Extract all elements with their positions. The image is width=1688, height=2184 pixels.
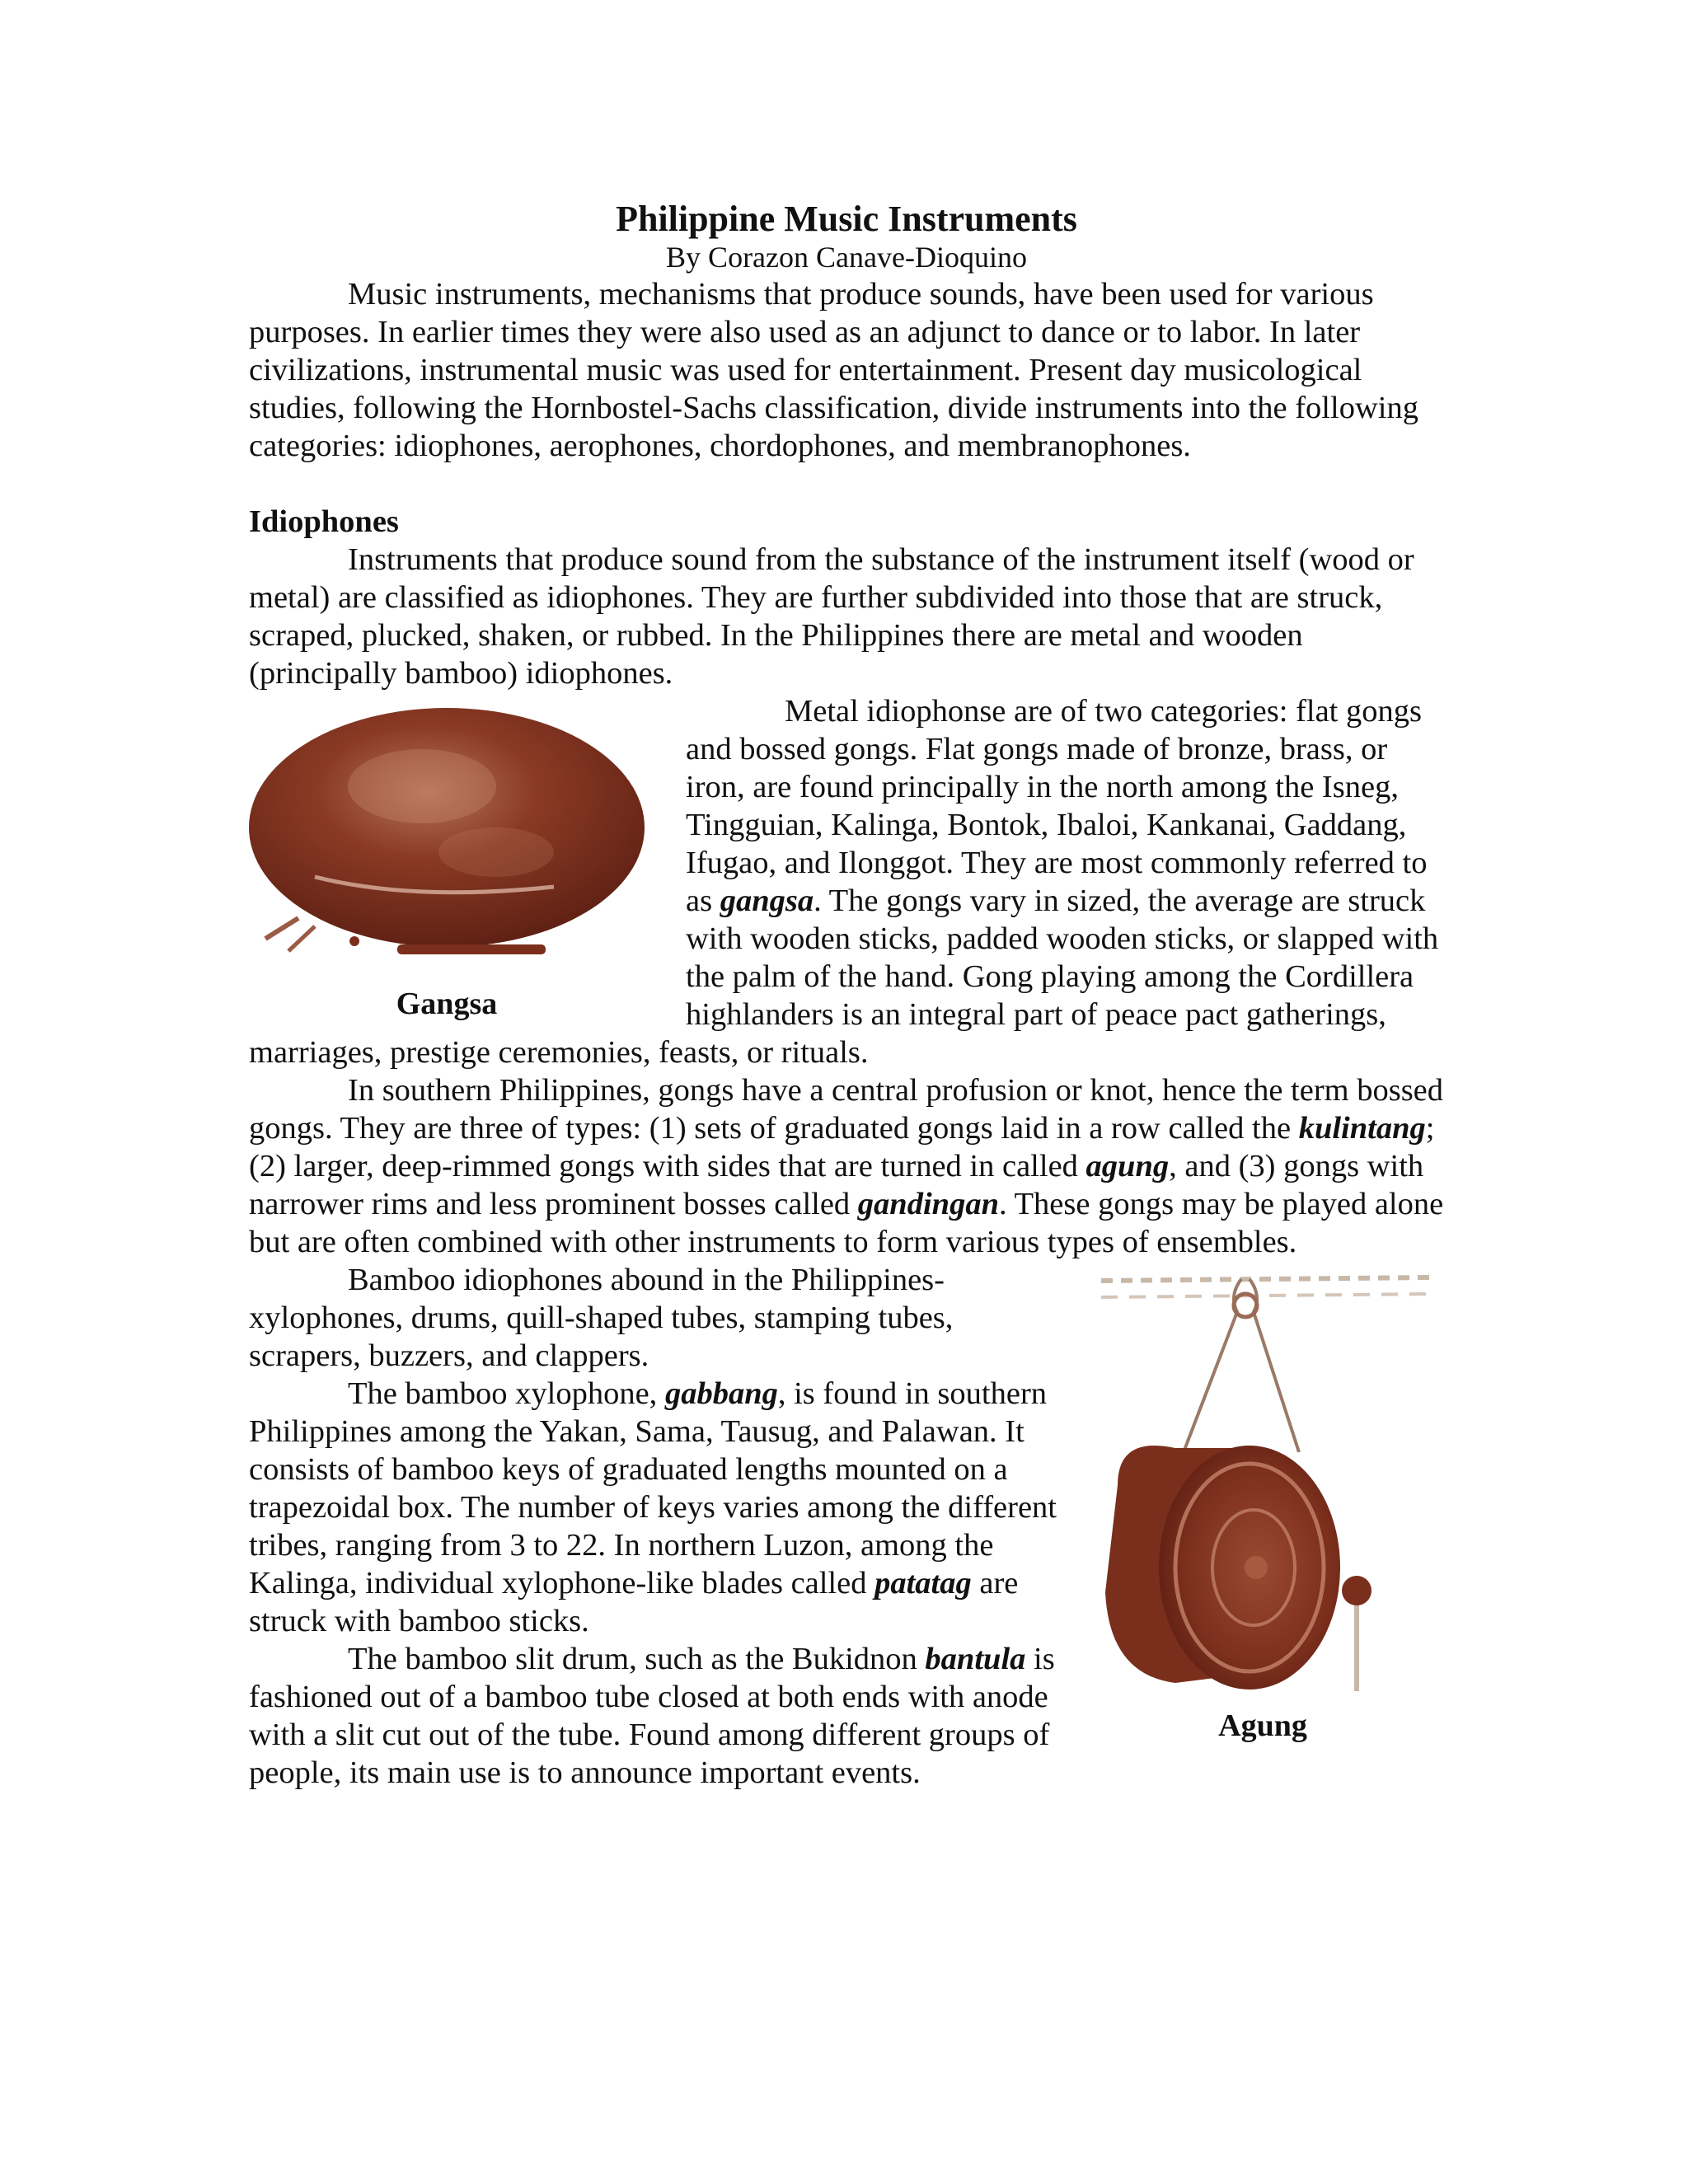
- term-gandingan: gandingan: [857, 1187, 999, 1221]
- agung-illustration: [1085, 1263, 1441, 1708]
- gangsa-caption: Gangsa: [396, 987, 498, 1021]
- text-run: . The gongs vary in sized, the average are struck with wooden sticks, padded wooden sticks, or slapped with the palm of the hand. Gong playing among the Cordillera highlanders is an integral part of peace pact gatherings, marriages, prestige ceremonies, feasts, or rituals.: [249, 883, 1439, 1070]
- text-run: The bamboo xylophone,: [348, 1376, 665, 1411]
- term-kulintang: kulintang: [1298, 1111, 1426, 1146]
- text-run: The bamboo slit drum, such as the Bukidnon: [348, 1642, 926, 1676]
- section-heading-idiophones: Idiophones: [249, 504, 399, 539]
- intro-paragraph: Music instruments, mechanisms that produce sounds, have been used for various purposes. In earlier times they were also used as an adjunct to dance or to labor. In later civilizations, instrumental music was used for entertainment. Present day musicological studies, following the Hornbostel-Sachs classification, divide instruments into the following categories: idiophones, aerophones, chordophones, and membranophones.: [249, 277, 1418, 463]
- text-run: ; (2) larger, deep-rimmed gongs with sides that are turned in called: [249, 1111, 1435, 1183]
- term-gabbang: gabbang: [664, 1376, 778, 1411]
- idiophones-paragraph-4: Bamboo idiophones abound in the Philippines- xylophones, drums, quill-shaped tubes, stamping tubes, scrapers, buzzers, and clappers.: [249, 1263, 954, 1373]
- term-agung: agung: [1085, 1149, 1170, 1183]
- gangsa-illustration: [249, 696, 668, 992]
- term-bantula: bantula: [925, 1642, 1026, 1676]
- text-run: . These gongs may be played alone but are often combined with other instruments to form various types of ensembles.: [249, 1187, 1444, 1259]
- page-title: Philippine Music Instruments: [616, 199, 1077, 239]
- idiophones-paragraph-1: Instruments that produce sound from the substance of the instrument itself (wood or metal) are classified as idiophones. They are further subdivided into those that are struck, scraped, plucked, shaken, or rubbed. In the Philippines there are metal and wooden (principally bamboo) idiophones.: [249, 542, 1414, 691]
- term-gangsa: gangsa: [720, 883, 814, 918]
- agung-figure: [1085, 1263, 1441, 1777]
- article: [249, 198, 1444, 1792]
- section-spacer: [249, 465, 1444, 503]
- text-run: In southern Philippines, gongs have a central profusion or knot, hence the term bossed gongs. They are three of types: (1) sets of graduated gongs laid in a row called the: [249, 1073, 1444, 1146]
- text-run: are struck with bamboo sticks.: [249, 1566, 1019, 1638]
- text-run: Metal idiophonse are of two categories: flat gongs and bossed gongs. Flat gongs made of bronze, brass, or iron, are found principally in the north among the Isneg, Tingguian, Kalinga, Bontok, Ibaloi, Kankanai, Gaddang, Ifugao, and Ilonggot. They are most commonly referred to as: [686, 694, 1428, 918]
- text-run: is fashioned out of a bamboo tube closed at both ends with anode with a slit cut out of the tube. Found among different groups of people, its main use is to announce important events.: [249, 1642, 1055, 1790]
- agung-caption: Agung: [1218, 1708, 1307, 1743]
- idiophones-paragraph-3: [249, 1071, 1444, 1261]
- gangsa-figure: [249, 696, 668, 1019]
- text-run: , and (3) gongs with narrower rims and less prominent bosses called: [249, 1149, 1424, 1221]
- term-patatag: patatag: [874, 1566, 972, 1601]
- text-run: , is found in southern Philippines among the Yakan, Sama, Tausug, and Palawan. It consists of bamboo keys of graduated lengths mounted on a trapezoidal box. The number of keys varies among the different tribes, ranging from 3 to 22. In northern Luzon, among the Kalinga, individual xylophone-like blades called: [249, 1376, 1057, 1601]
- author-byline: By Corazon Canave-Dioquino: [666, 241, 1027, 274]
